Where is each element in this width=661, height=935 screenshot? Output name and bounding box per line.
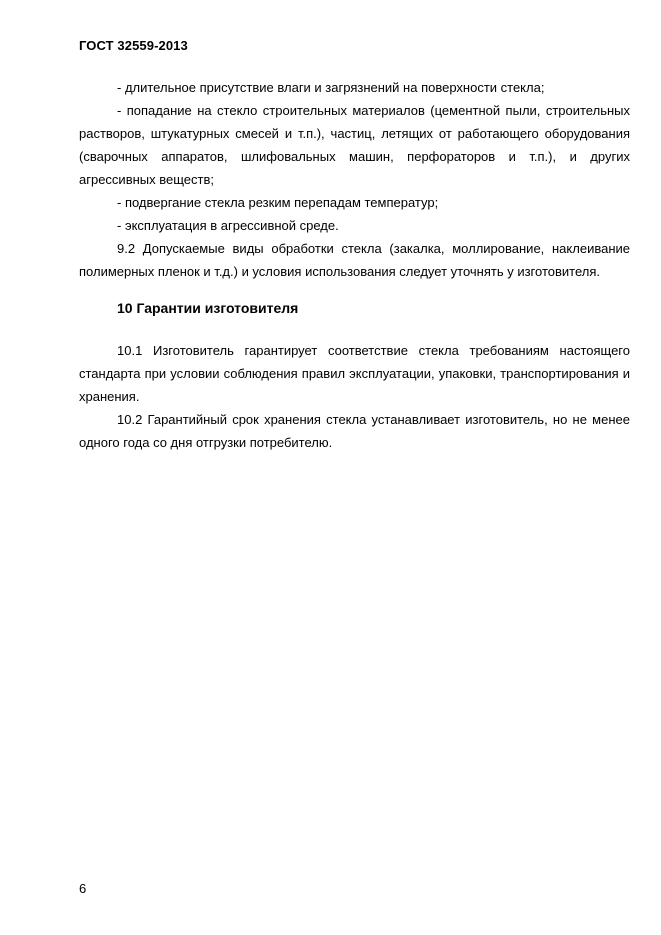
- paragraph-10-1: 10.1 Изготовитель гарантирует соответствие стекла требованиям настоящего стандарта при условии соблюдения правил эксплуатации, упаковки, транспортирования и хранения.: [79, 343, 630, 404]
- paragraph-aggressive-environment: - эксплуатация в агрессивной среде.: [117, 218, 339, 233]
- paragraph-10-2: 10.2 Гарантийный срок хранения стекла устанавливает изготовитель, но не менее одного года со дня отгрузки потребителю.: [79, 412, 630, 450]
- paragraph-temperature: - подвергание стекла резким перепадам температур;: [117, 195, 439, 210]
- document-body: [79, 76, 630, 454]
- paragraph-construction-materials: - попадание на стекло строительных материалов (цементной пыли, строительных растворов, штукатурных смесей и т.п.), частиц, летящих от работающего оборудования (сварочных аппаратов, шлифовальных машин, перфораторов и т.п.), и других агрессивных веществ;: [79, 103, 630, 187]
- paragraph-moisture: - длительное присутствие влаги и загрязнений на поверхности стекла;: [117, 80, 545, 95]
- document-code-header: ГОСТ 32559-2013: [79, 38, 188, 53]
- section-heading-10: 10 Гарантии изготовителя: [117, 300, 299, 316]
- page-number: 6: [79, 881, 87, 896]
- paragraph-9-2: 9.2 Допускаемые виды обработки стекла (закалка, моллирование, наклеивание полимерных пленок и т.д.) и условия использования следует уточнять у изготовителя.: [79, 241, 630, 279]
